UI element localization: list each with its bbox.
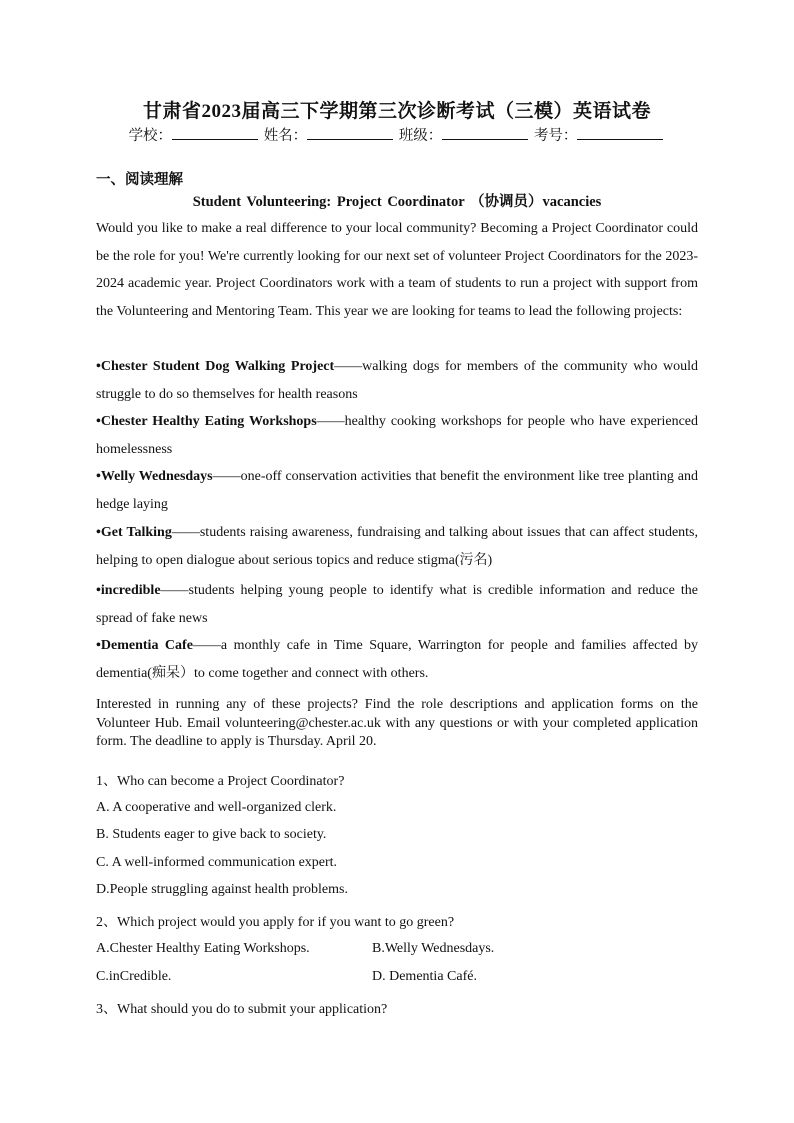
class-blank[interactable] <box>442 125 528 140</box>
answer-option[interactable]: C. A well-informed communication expert. <box>96 855 338 870</box>
project-desc: ——students raising awareness, fundraising and talking about issues that can affect students, helping to open dialogue about serious topics and reduce stigma(污名) <box>96 525 698 568</box>
question-stem: 3、What should you do to submit your application? <box>96 1002 388 1017</box>
project-name: •Chester Healthy Eating Workshops <box>96 414 317 429</box>
name-label: 姓名： <box>263 128 308 144</box>
project-name: •Welly Wednesdays <box>96 469 213 484</box>
passage-intro: Would you like to make a real difference to your local community? Becoming a Project Coordinator could be the role for you! We're currently looking for our next set of volunteer Project Coordinators for the 2023-2024 academic year. Project Coordinators work with a team of students to run a project with support from the Volunteering and Mentoring Team. This year we are looking for teams to lead the following projects: <box>96 221 698 319</box>
answer-option[interactable]: C.inCredible. <box>96 969 172 984</box>
answer-option[interactable]: D.People struggling against health problems. <box>96 882 348 897</box>
project-name: •Dementia Cafe <box>96 638 193 653</box>
project-item <box>96 519 698 574</box>
project-item <box>96 463 698 518</box>
name-blank[interactable] <box>307 125 393 140</box>
project-desc: ——a monthly cafe in Time Square, Warrington for people and families affected by dementia(痴呆）to come together and connect with others. <box>96 638 698 681</box>
section-title: 一、阅读理解 <box>96 172 183 188</box>
exam-title: 甘肃省2023届高三下学期第三次诊断考试（三模）英语试卷 <box>142 101 651 122</box>
passage-title: Student Volunteering: Project Coordinator （协调员）vacancies <box>192 194 602 210</box>
project-item <box>96 408 698 463</box>
school-blank[interactable] <box>172 125 258 140</box>
project-item <box>96 577 698 632</box>
school-label: 学校： <box>128 128 173 144</box>
answer-option[interactable]: D. Dementia Café. <box>372 969 477 984</box>
project-item <box>96 353 698 408</box>
project-item <box>96 632 698 687</box>
class-label: 班级： <box>398 128 443 144</box>
exam-number-blank[interactable] <box>577 125 663 140</box>
project-name: •incredible <box>96 583 161 598</box>
passage-closing: Interested in running any of these projects? Find the role descriptions and application forms on the Volunteer Hub. Email volunteering@chester.ac.uk with any questions or with your completed application form. The deadline to apply is Thursday. April 20. <box>96 697 698 750</box>
exam-number-label: 考号： <box>533 128 578 144</box>
project-desc: ——one-off conservation activities that benefit the environment like tree planting and hedge laying <box>96 469 699 512</box>
answer-option[interactable]: B. Students eager to give back to society. <box>96 827 327 842</box>
question-stem: 1、Who can become a Project Coordinator? <box>96 774 345 789</box>
project-name: •Chester Student Dog Walking Project <box>96 359 335 374</box>
student-info-line <box>0 124 794 145</box>
answer-option[interactable]: A. A cooperative and well-organized clerk. <box>96 800 337 815</box>
question-stem: 2、Which project would you apply for if you want to go green? <box>96 915 455 930</box>
project-desc: ——students helping young people to identify what is credible information and reduce the spread of fake news <box>96 583 698 626</box>
project-desc: ——healthy cooking workshops for people who have experienced homelessness <box>96 414 699 457</box>
answer-option[interactable]: B.Welly Wednesdays. <box>372 941 495 956</box>
answer-option[interactable]: A.Chester Healthy Eating Workshops. <box>96 941 310 956</box>
project-desc: ——walking dogs for members of the community who would struggle to do so themselves for health reasons <box>96 359 698 402</box>
project-name: •Get Talking <box>96 525 172 540</box>
